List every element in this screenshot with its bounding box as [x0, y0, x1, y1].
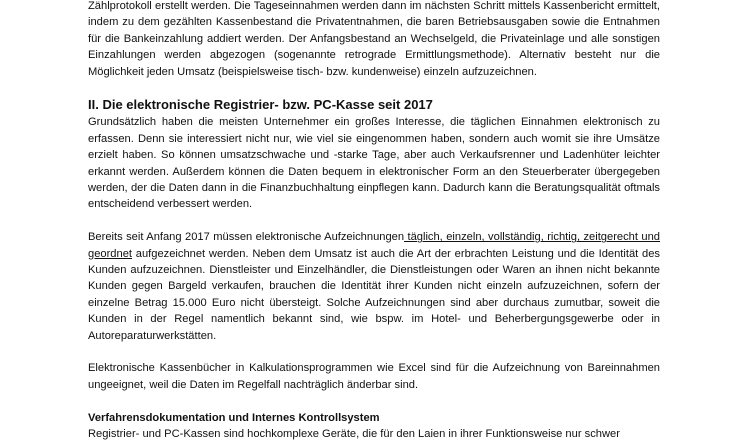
subsection-heading: Verfahrensdokumentation und Internes Kontrollsystem	[88, 411, 380, 424]
paragraph-excel: Elektronische Kassenbücher in Kalkulationsprogrammen wie Excel sind für die Aufzeichnung von Bareinnahmen ungeeignet, weil die Daten im Regelfall nachträglich änderbar sind.	[88, 362, 660, 391]
paragraph-requirements-rest: aufgezeichnet werden. Neben dem Umsatz ist auch die Art der erbrachten Leistung und die Identität des Kunden aufzuzeichnen. Dienstleister und Einzelhändler, die Dienstleistungen oder Waren an ihnen nicht bekannte Kunden gegen Bargeld verkaufen, brauchen die Identität ihrer Kunden nicht einzeln aufzuzeichnen, sofern der einzelne Betrag 15.000 Euro nicht übersteigt. Solche Aufzeichnungen sind aber durchaus zumutbar, soweit die Kunden in der Regel namentlich bekannt sind, wie bspw. im Hotel- und Beherbergungsgewerbe oder in Autoreparaturwerkstätten.	[88, 247, 660, 342]
paragraph-complexity: Registrier- und PC-Kassen sind hochkomplexe Geräte, die für den Laien in ihrer Funktionsweise nur schwer	[88, 428, 620, 441]
underlined-principles: täglich, einzeln, vollständig, richtig, zeitgerecht und geordnet	[88, 231, 660, 260]
intro-paragraph: Zählprotokoll erstellt werden. Die Tageseinnahmen werden dann im nächsten Schritt mittels Kassenbericht ermittelt, indem zu dem gezählten Kassenbestand die Privatentnahmen, die baren Betriebsausgaben sowie die Entnahmen für die Bankeinzahlung addiert werden. Der Anfangsbestand an Wechselgeld, die Privateinlage und alle sonstigen Einzahlungen werden abgezogen (sogenannte retrograde Ermittlungsmethode). Alternativ besteht nur die Möglichkeit jeden Umsatz (beispielsweise tisch- bzw. kundenweise) einzeln aufzuzeichnen.	[88, 0, 660, 78]
paragraph-motivation: Grundsätzlich haben die meisten Unternehmer ein großes Interesse, die täglichen Einnahmen elektronisch zu erfassen. Denn sie interessiert nicht nur, wie viel sie eingenommen haben, sondern auch womit sie ihre Umsätze erzielt haben. So können umsatzschwache und -starke Tage, aber auch Verkaufsrenner und Ladenhüter leichter erkannt werden. Außerdem können die Daten bequem in elektronischer Form an den Steuerberater übergegeben werden, der die Daten dann in die Finanzbuchhaltung einpflegen kann. Dadurch kann die Beratungsqualität oftmals entscheidend verbessert werden.	[88, 116, 660, 211]
document-body	[88, 0, 660, 443]
section-heading: II. Die elektronische Registrier- bzw. PC-Kasse seit 2017	[88, 97, 433, 113]
paragraph-requirements-lead: Bereits seit Anfang 2017 müssen elektronische Aufzeichnungen	[88, 231, 405, 244]
paragraph-requirements	[88, 229, 660, 344]
